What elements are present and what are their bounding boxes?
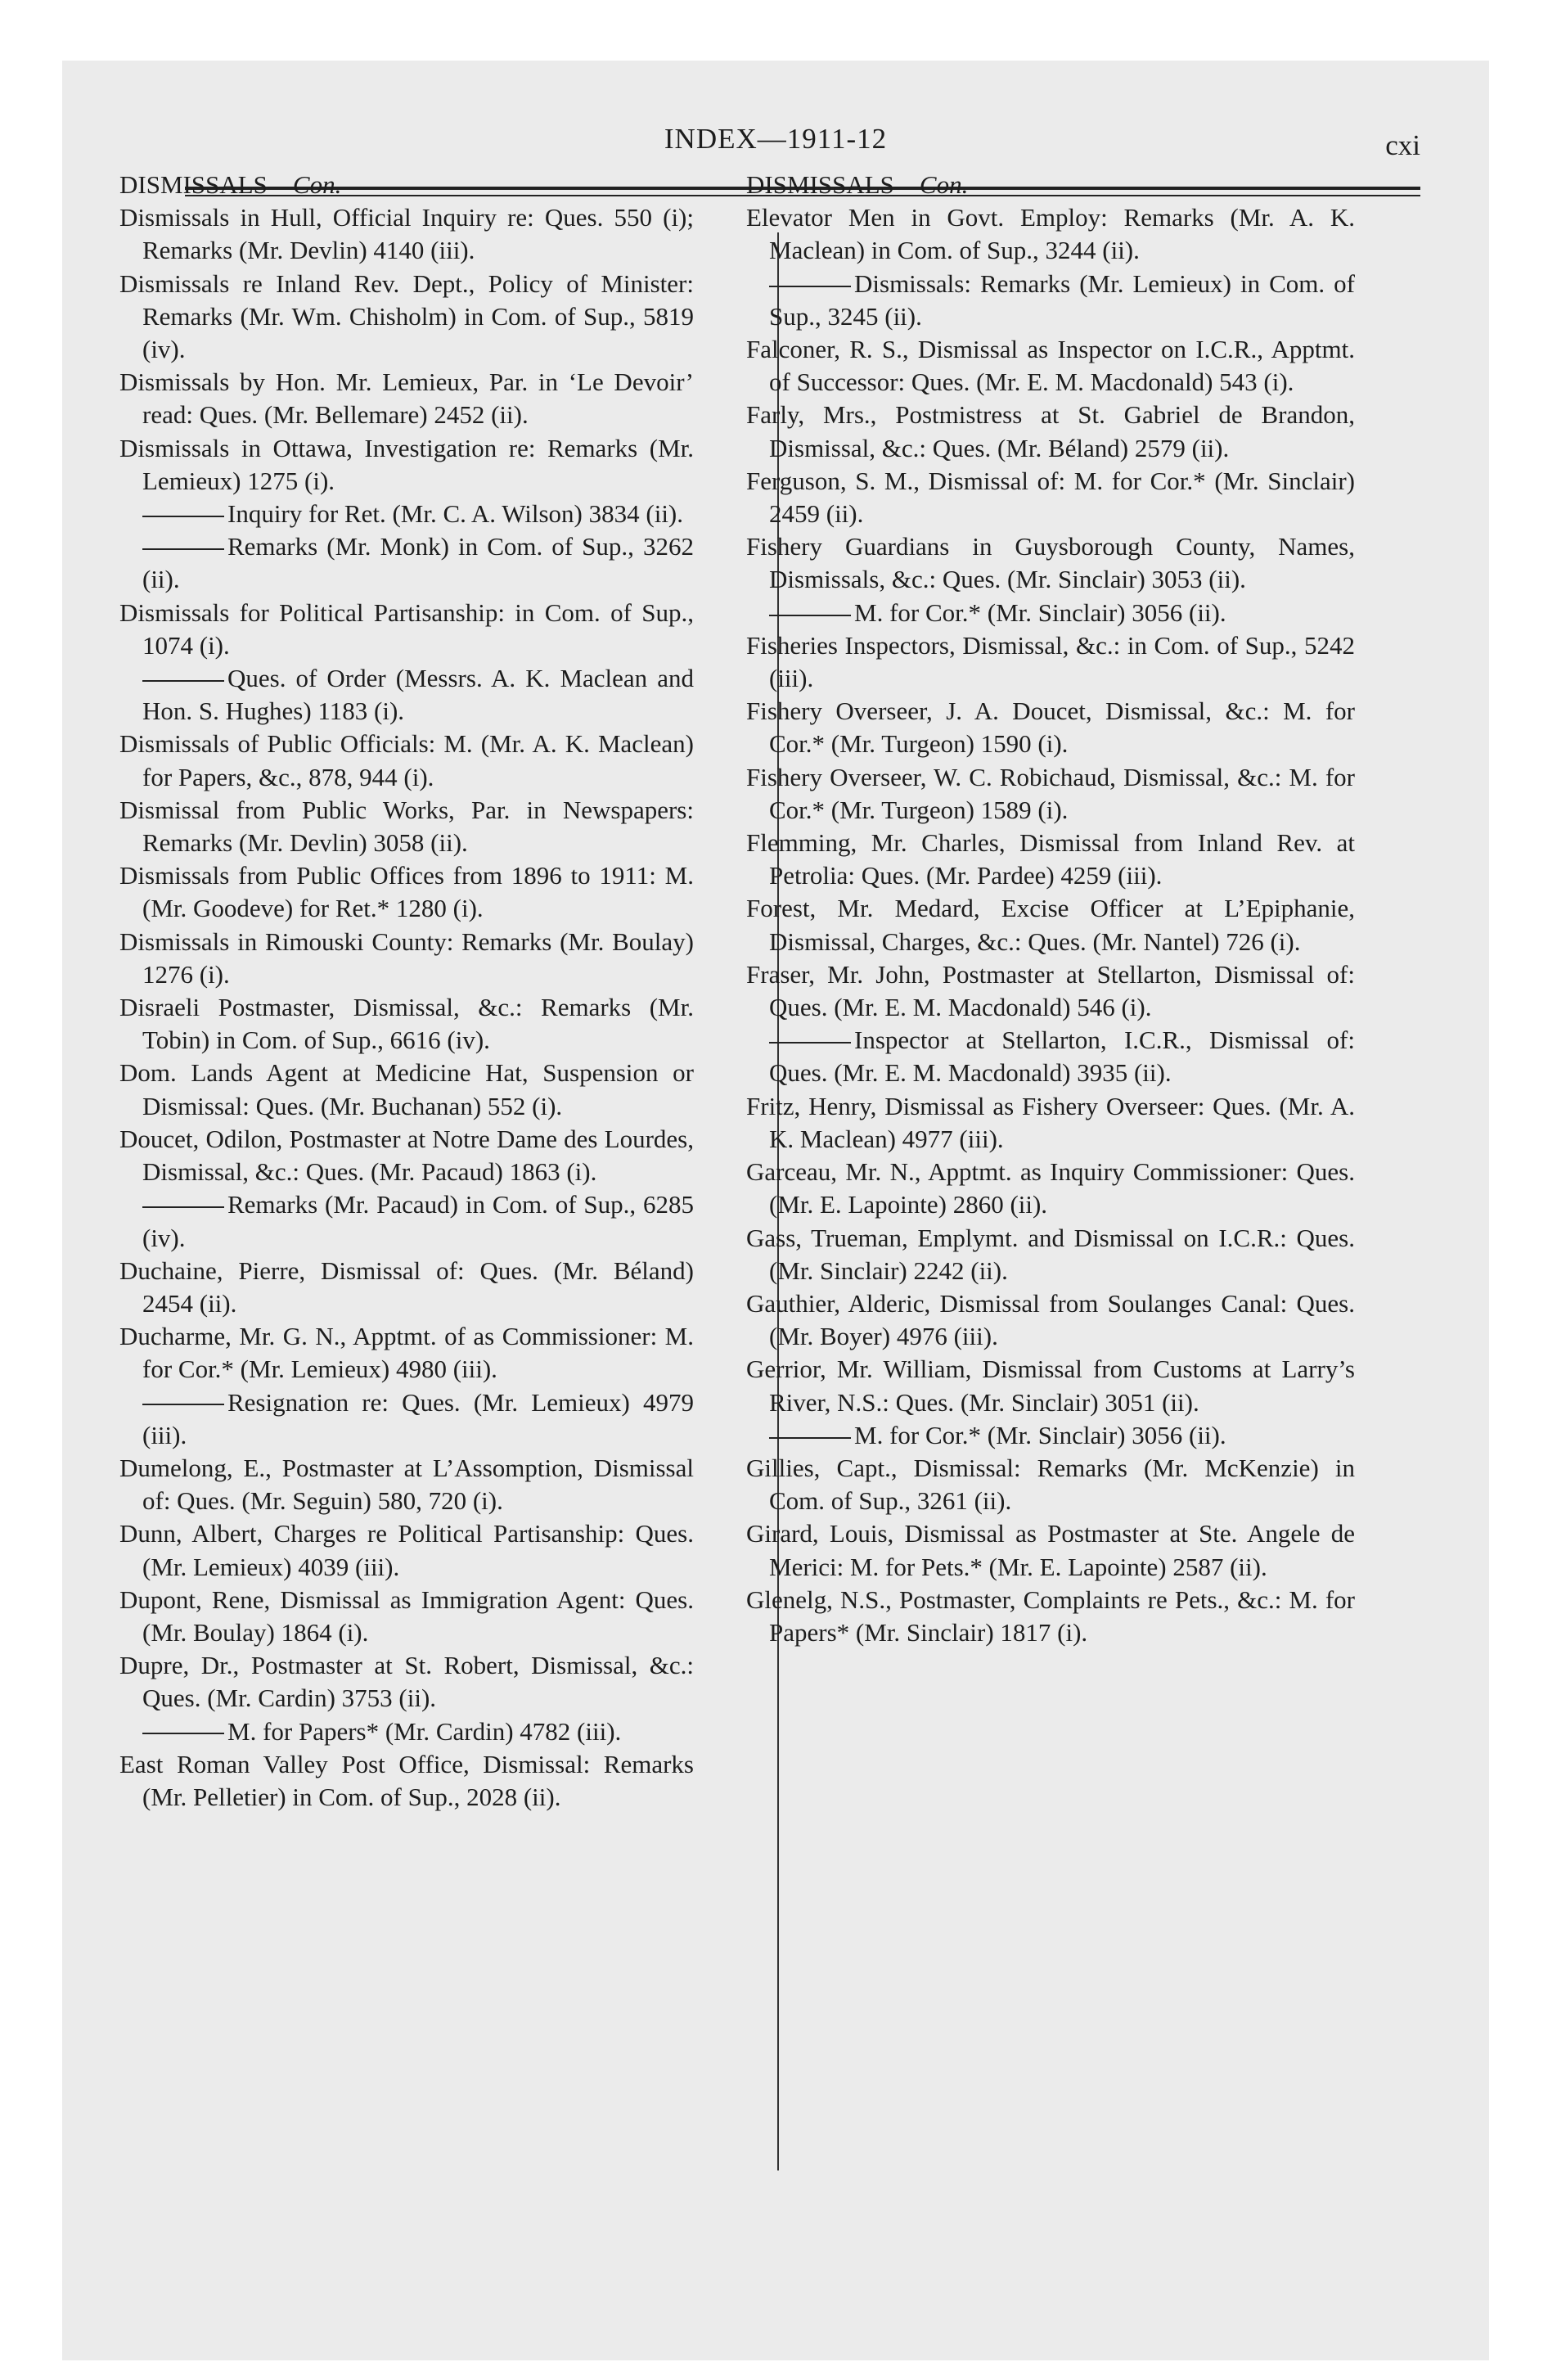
entry-text: Ques. of Order (Messrs. A. K. Maclean and Hon. S. Hughes) 1183 (i). [142,664,694,726]
index-entry [746,1517,1355,1583]
left-column [119,169,694,1814]
index-entry [746,892,1355,958]
index-subentry [119,498,694,530]
index-entry [746,629,1355,695]
index-entry [119,1748,694,1814]
entry-text: Farly, Mrs., Postmistress at St. Gabriel de Brandon, Dismissal, &c.: Ques. (Mr. Béland) 2579 (ii). [746,400,1355,462]
entry-text: M. for Papers* (Mr. Cardin) 4782 (iii). [227,1716,622,1746]
entry-text: Fishery Guardians in Guysborough County, Names, Dismissals, &c.: Ques. (Mr. Sinclair) 3053 (ii). [746,532,1355,594]
index-entry [119,597,694,662]
index-entry [746,399,1355,464]
entry-text: Gerrior, Mr. William, Dismissal from Customs at Larry’s River, N.S.: Ques. (Mr. Sinclair) 3051 (ii). [746,1355,1355,1417]
entry-text: Flemming, Mr. Charles, Dismissal from Inland Rev. at Petrolia: Ques. (Mr. Pardee) 4259 (iii). [746,828,1355,890]
index-entry [119,991,694,1057]
entry-text: Inquiry for Ret. (Mr. C. A. Wilson) 3834 (ii). [227,499,684,529]
index-entry [746,827,1355,892]
entry-text: Falconer, R. S., Dismissal as Inspector on I.C.R., Apptmt. of Successor: Ques. (Mr. E. M. Macdonald) 543 (i). [746,335,1355,397]
index-subentry [746,1419,1355,1452]
index-subentry [119,662,694,728]
index-entry [119,1517,694,1583]
index-entry [746,1353,1355,1418]
entry-text: Garceau, Mr. N., Apptmt. as Inquiry Commissioner: Ques. (Mr. E. Lapointe) 2860 (ii). [746,1157,1355,1219]
index-entry [119,1255,694,1320]
index-entry [119,1057,694,1122]
ditto-dash [142,1733,224,1734]
entry-text: Resignation re: Ques. (Mr. Lemieux) 4979 (iii). [142,1387,694,1449]
entry-text: Dupre, Dr., Postmaster at St. Robert, Dismissal, &c.: Ques. (Mr. Cardin) 3753 (ii). [119,1651,694,1713]
index-entry [119,859,694,925]
index-entry [119,728,694,793]
entry-text: Girard, Louis, Dismissal as Postmaster at Ste. Angele de Merici: M. for Pets.* (Mr. E. Lapointe) 2587 (ii). [746,1519,1355,1581]
running-title: INDEX—1911-12 [664,123,888,155]
entry-text: Fishery Overseer, W. C. Robichaud, Dismissal, &c.: M. for Cor.* (Mr. Turgeon) 1589 (i). [746,762,1355,824]
ditto-dash [142,1206,224,1208]
index-entry [746,695,1355,760]
index-entry [119,794,694,859]
right-column [746,169,1355,1649]
index-entry [746,1287,1355,1353]
entry-text: Dumelong, E., Postmaster at L’Assomption, Dismissal of: Ques. (Mr. Seguin) 580, 720 (i). [119,1453,694,1516]
entry-text: Glenelg, N.S., Postmaster, Complaints re Pets., &c.: M. for Papers* (Mr. Sinclair) 1817 (i). [746,1584,1355,1647]
entry-text: Ferguson, S. M., Dismissal of: M. for Cor.* (Mr. Sinclair) 2459 (ii). [746,466,1355,529]
entry-text: M. for Cor.* (Mr. Sinclair) 3056 (ii). [854,1420,1226,1449]
entry-text: Forest, Mr. Medard, Excise Officer at L’Epiphanie, Dismissal, Charges, &c.: Ques. (Mr. Nantel) 726 (i). [746,894,1355,956]
index-entry [119,432,694,498]
index-entry [746,333,1355,399]
entry-text: East Roman Valley Post Office, Dismissal: Remarks (Mr. Pelletier) in Com. of Sup., 2028 (ii). [119,1749,694,1811]
left-entries-list [119,201,694,1814]
index-subentry [119,1386,694,1452]
index-subentry [119,530,694,596]
right-column-heading [746,169,1355,201]
entry-text: Remarks (Mr. Monk) in Com. of Sup., 3262 (ii). [142,532,694,594]
index-subentry [746,1024,1355,1089]
entry-text: Dupont, Rene, Dismissal as Immigration Agent: Ques. (Mr. Boulay) 1864 (i). [119,1584,694,1647]
index-entry [119,926,694,991]
entry-text: Ducharme, Mr. G. N., Apptmt. of as Commissioner: M. for Cor.* (Mr. Lemieux) 4980 (iii). [119,1322,694,1384]
entry-text: Dismissals in Ottawa, Investigation re: Remarks (Mr. Lemieux) 1275 (i). [119,433,694,495]
index-entry [119,201,694,267]
entry-text: Dismissals: Remarks (Mr. Lemieux) in Com. of Sup., 3245 (ii). [769,268,1355,331]
entry-text: Dismissals in Hull, Official Inquiry re: Ques. 550 (i); Remarks (Mr. Devlin) 4140 (iii). [119,203,694,265]
right-entries-list [746,201,1355,1649]
index-entry [746,201,1355,267]
ditto-dash [142,516,224,517]
entry-text: Elevator Men in Govt. Employ: Remarks (Mr. A. K. Maclean) in Com. of Sup., 3244 (ii). [746,203,1355,265]
index-entry [119,1584,694,1649]
index-entry [746,530,1355,596]
entry-text: Doucet, Odilon, Postmaster at Notre Dame des Lourdes, Dismissal, &c.: Ques. (Mr. Pacaud) 1863 (i). [119,1124,694,1187]
entry-text: Remarks (Mr. Pacaud) in Com. of Sup., 6285 (iv). [142,1190,694,1252]
entry-text: Fritz, Henry, Dismissal as Fishery Overseer: Ques. (Mr. A. K. Maclean) 4977 (iii). [746,1091,1355,1153]
heading-continued: Con. [292,170,342,199]
index-entry [119,268,694,367]
ditto-dash [769,1042,851,1044]
entry-text: Gauthier, Alderic, Dismissal from Soulanges Canal: Ques. (Mr. Boyer) 4976 (iii). [746,1288,1355,1351]
index-entry [119,1320,694,1386]
index-subentry [746,268,1355,333]
index-entry [746,465,1355,530]
index-entry [746,1584,1355,1649]
page-header [62,123,1489,172]
entry-text: Dismissals by Hon. Mr. Lemieux, Par. in ‘Le Devoir’ read: Ques. (Mr. Bellemare) 2452 (ii). [119,367,694,430]
ditto-dash [769,1437,851,1439]
index-entry [746,1452,1355,1517]
entry-text: Duchaine, Pierre, Dismissal of: Ques. (Mr. Béland) 2454 (ii). [119,1255,694,1318]
index-entry [746,1090,1355,1156]
ditto-dash [769,615,851,616]
index-entry [119,366,694,431]
entry-text: Gillies, Capt., Dismissal: Remarks (Mr. McKenzie) in Com. of Sup., 3261 (ii). [746,1453,1355,1516]
entry-text: M. for Cor.* (Mr. Sinclair) 3056 (ii). [854,597,1226,627]
entry-text: Dunn, Albert, Charges re Political Partisanship: Ques. (Mr. Lemieux) 4039 (iii). [119,1519,694,1581]
entry-text: Dismissals from Public Offices from 1896 to 1911: M. (Mr. Goodeve) for Ret.* 1280 (i). [119,861,694,923]
index-entry [746,1156,1355,1221]
page-number: cxi [1385,129,1420,161]
index-entry [746,761,1355,827]
index-entry [119,1452,694,1517]
entry-text: Disraeli Postmaster, Dismissal, &c.: Remarks (Mr. Tobin) in Com. of Sup., 6616 (iv). [119,993,694,1055]
entry-text: Dismissals for Political Partisanship: in Com. of Sup., 1074 (i). [119,597,694,660]
entry-text: Dismissals in Rimouski County: Remarks (Mr. Boulay) 1276 (i). [119,926,694,989]
entry-text: Inspector at Stellarton, I.C.R., Dismissal of: Ques. (Mr. E. M. Macdonald) 3935 (ii). [769,1025,1355,1088]
left-column-heading [119,169,694,201]
heading-text: DISMISSALS— [119,170,293,199]
entry-text: Fisheries Inspectors, Dismissal, &c.: in Com. of Sup., 5242 (iii). [746,630,1355,693]
index-entry [119,1123,694,1188]
index-entry [746,1222,1355,1287]
entry-text: Gass, Trueman, Emplymt. and Dismissal on I.C.R.: Ques. (Mr. Sinclair) 2242 (ii). [746,1223,1355,1285]
entry-text: Dismissals re Inland Rev. Dept., Policy of Minister: Remarks (Mr. Wm. Chisholm) in Com. of Sup., 5819 (iv). [119,268,694,364]
ditto-dash [142,1404,224,1405]
entry-text: Fraser, Mr. John, Postmaster at Stellarton, Dismissal of: Ques. (Mr. E. M. Macdonald) 546 (i). [746,959,1355,1022]
entry-text: Dismissals of Public Officials: M. (Mr. A. K. Maclean) for Papers, &c., 878, 944 (i). [119,729,694,791]
heading-text: DISMISSALS— [746,170,920,199]
index-subentry [119,1188,694,1254]
ditto-dash [769,286,851,287]
index-subentry [746,597,1355,629]
index-entry [746,958,1355,1024]
entry-text: Dom. Lands Agent at Medicine Hat, Suspension or Dismissal: Ques. (Mr. Buchanan) 552 (i). [119,1058,694,1120]
heading-continued: Con. [919,170,969,199]
index-subentry [119,1715,694,1748]
entry-text: Fishery Overseer, J. A. Doucet, Dismissal, &c.: M. for Cor.* (Mr. Turgeon) 1590 (i). [746,696,1355,759]
index-entry [119,1649,694,1715]
entry-text: Dismissal from Public Works, Par. in Newspapers: Remarks (Mr. Devlin) 3058 (ii). [119,795,694,858]
ditto-dash [142,548,224,550]
ditto-dash [142,680,224,682]
